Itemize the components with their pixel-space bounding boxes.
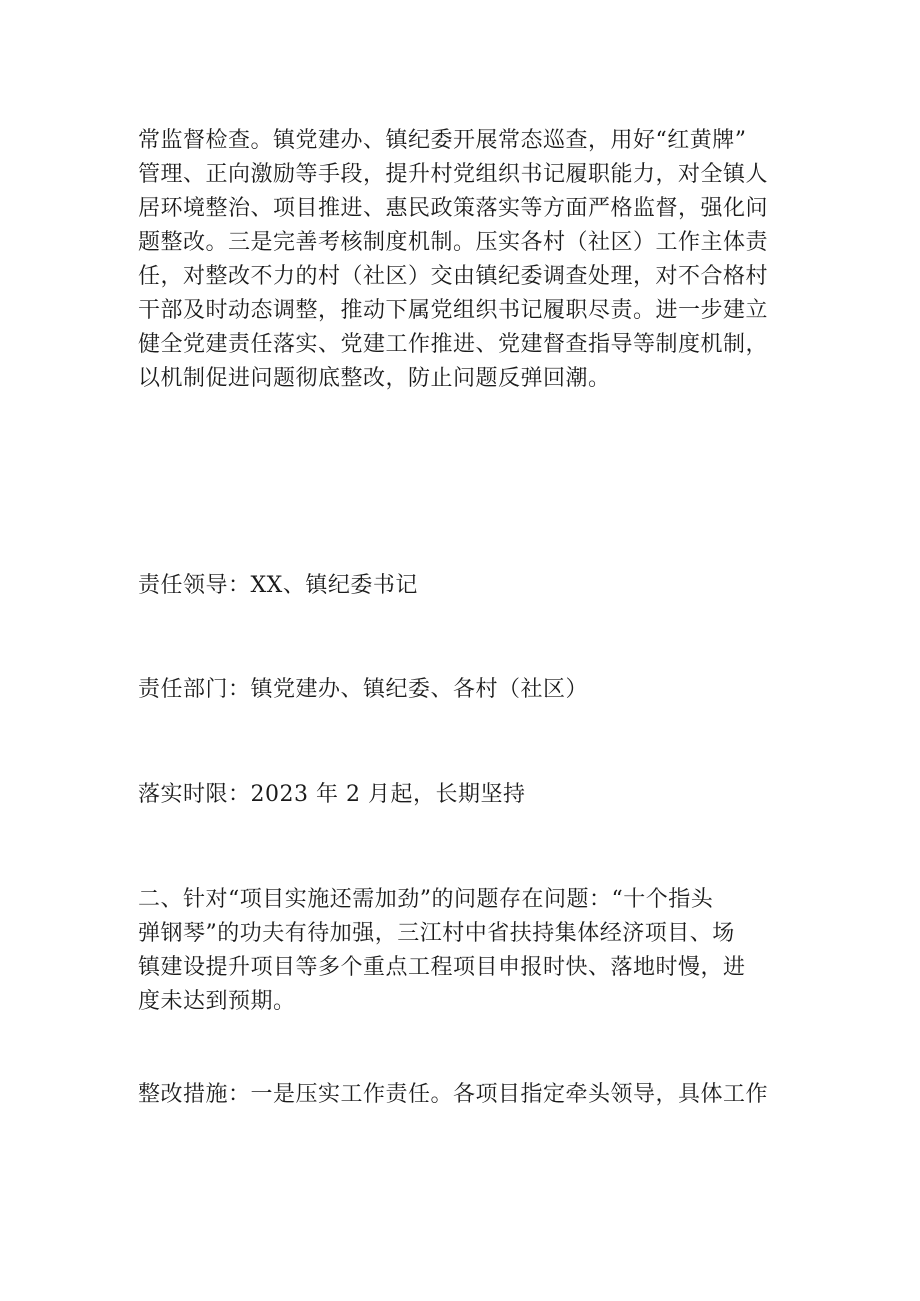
- text-line: 健全党建责任落实、党建工作推进、党建督查指导等制度机制，: [138, 332, 769, 357]
- text-line: 弹钢琴”的功夫有待加强，三江村中省扶持集体经济项目、场: [138, 921, 735, 946]
- text-line: 干部及时动态调整，推动下属党组织书记履职尽责。进一步建立: [138, 298, 769, 323]
- text-line: 二、针对“项目实施还需加劲”的问题存在问题：“十个指头: [138, 887, 714, 912]
- paragraph-issue-two: [138, 883, 788, 1019]
- paragraph-responsible-leader: [138, 569, 788, 603]
- text-line: 常监督检查。镇党建办、镇纪委开展常态巡查，用好“红黄牌”: [138, 128, 747, 153]
- text-line: 责任领导：XX、镇纪委书记: [138, 573, 418, 598]
- paragraph-responsible-department: [138, 673, 788, 707]
- paragraph-rectification-measures: [138, 1078, 788, 1112]
- text-line: 责任部门：镇党建办、镇纪委、各村（社区）: [138, 677, 589, 702]
- text-line: 落实时限：2023 年 2 月起，长期坚持: [138, 782, 526, 807]
- text-line: 度未达到预期。: [138, 989, 296, 1014]
- text-line: 镇建设提升项目等多个重点工程项目申报时快、落地时慢，进: [138, 955, 746, 980]
- text-line: 整改措施：一是压实工作责任。各项目指定牵头领导，具体工作: [138, 1082, 769, 1107]
- paragraph-supervision-measures: [138, 124, 788, 396]
- text-line: 题整改。三是完善考核制度机制。压实各村（社区）工作主体责: [138, 230, 769, 255]
- text-line: 管理、正向激励等手段，提升村党组织书记履职能力，对全镇人: [138, 162, 769, 187]
- text-line: 以机制促进问题彻底整改，防止问题反弹回潮。: [138, 366, 611, 391]
- text-line: 居环境整治、项目推进、惠民政策落实等方面严格监督，强化问: [138, 196, 769, 221]
- paragraph-deadline: [138, 778, 788, 812]
- text-line: 任，对整改不力的村（社区）交由镇纪委调查处理，对不合格村: [138, 264, 769, 289]
